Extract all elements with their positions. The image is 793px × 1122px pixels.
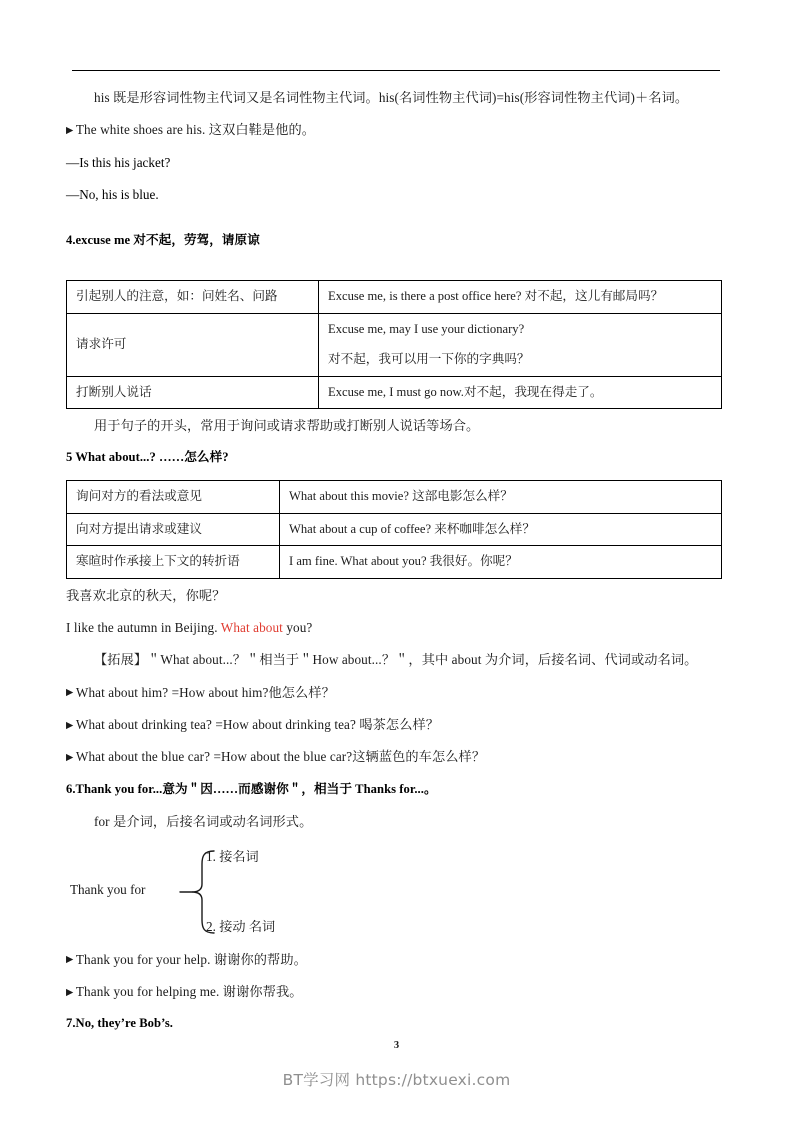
usage-cell: 寒暄时作承接上下文的转折语: [67, 546, 280, 579]
table-row: [67, 376, 722, 409]
usage-cell: 引起别人的注意，如：问姓名、问路: [67, 281, 319, 314]
example-cell: I am fine. What about you? 我很好。你呢？: [280, 546, 722, 579]
section-5-example-1: ▶ What about him? =How about him?他怎么样？: [66, 683, 726, 703]
section-4-heading: 4.excuse me 对不起，劳驾，请原谅: [66, 233, 260, 248]
page-number: 3: [393, 1040, 400, 1051]
section-6-example-2: ▶ Thank you for helping me. 谢谢你帮我。: [66, 982, 726, 1002]
section-7-heading: 7.No, they’re Bob’s.: [66, 1016, 173, 1031]
excuse-me-table: [66, 280, 722, 409]
en-line-suffix: you?: [282, 620, 313, 636]
usage-cell: 请求许可: [67, 313, 319, 376]
example-cell: [319, 281, 722, 314]
what-about-table: [66, 480, 722, 579]
example-cell: [319, 376, 722, 409]
usage-cell: 向对方提出请求或建议: [67, 513, 280, 546]
usage-cell: 打断别人说话: [67, 376, 319, 409]
example-cell: [319, 313, 722, 376]
example-line: Excuse me, is there a post office here? 对不起，这儿有邮局吗？: [328, 289, 664, 304]
section-6-heading: 6.Thank you for...意为＂因……而感谢你＂，相当于 Thanks for...。: [66, 781, 437, 796]
example-line: Excuse me, may I use your dictionary?: [328, 321, 525, 336]
brace-item-1: 1. 接名词: [206, 848, 259, 864]
table-row: [67, 281, 722, 314]
example-cell: What about this movie? 这部电影怎么样？: [280, 481, 722, 514]
usage-cell: 询问对方的看法或意见: [67, 481, 280, 514]
table-row: [67, 546, 722, 579]
brace-item-2: 2. 接动 名词: [206, 918, 276, 934]
section-6-note: for 是介词，后接名词或动名词形式。: [94, 813, 313, 829]
page-content: [66, 88, 726, 1046]
example-cell: What about a cup of coffee? 来杯咖啡怎么样？: [280, 513, 722, 546]
table-row: [67, 313, 722, 376]
example-line: Excuse me, I must go now.对不起，我现在得走了。: [328, 384, 603, 399]
header-divider: [72, 70, 720, 71]
intro-line-3: —Is this his jacket?: [66, 154, 171, 170]
example-line-cn: 对不起，我可以用一下你的字典吗？: [328, 352, 530, 367]
section-5-heading: 5 What about...? ……怎么样?: [66, 450, 229, 465]
thank-you-for-brace-diagram: [66, 844, 726, 940]
section-4-note: 用于句子的开头，常用于询问或请求帮助或打断别人说话等场合。: [94, 418, 480, 434]
spacer: [66, 263, 726, 280]
section-6-example-1: ▶ Thank you for your help. 谢谢你的帮助。: [66, 950, 726, 970]
table-row: [67, 513, 722, 546]
section-5-expansion: 【拓展】＂What about...？＂相当于＂How about...？＂，其中 about 为介词，后接名词、代词或动名词。: [94, 652, 698, 668]
brace-label: Thank you for: [70, 881, 146, 897]
highlighted-phrase: What about: [220, 620, 283, 636]
intro-line-1: his 既是形容词性物主代词又是名词性物主代词。his(名词性物主代词)=his(形容词性物主代词)＋名词。: [94, 90, 689, 105]
en-line-prefix: I like the autumn in Beijing.: [66, 620, 221, 636]
spacer: [66, 217, 726, 227]
intro-line-4: —No, his is blue.: [66, 186, 159, 202]
section-5-example-2: ▶ What about drinking tea? =How about drinking tea? 喝茶怎么样？: [66, 715, 726, 735]
section-5-cn-line: 我喜欢北京的秋天，你呢？: [66, 587, 226, 603]
site-watermark: BT学习网 https://btxuexi.com: [282, 1071, 511, 1089]
table-row: [67, 481, 722, 514]
section-5-example-3: ▶ What about the blue car? =How about the blue car?这辆蓝色的车怎么样？: [66, 747, 726, 767]
section-5-en-line: [66, 618, 726, 638]
intro-line-2: ▶ The white shoes are his. 这双白鞋是他的。: [66, 120, 726, 140]
